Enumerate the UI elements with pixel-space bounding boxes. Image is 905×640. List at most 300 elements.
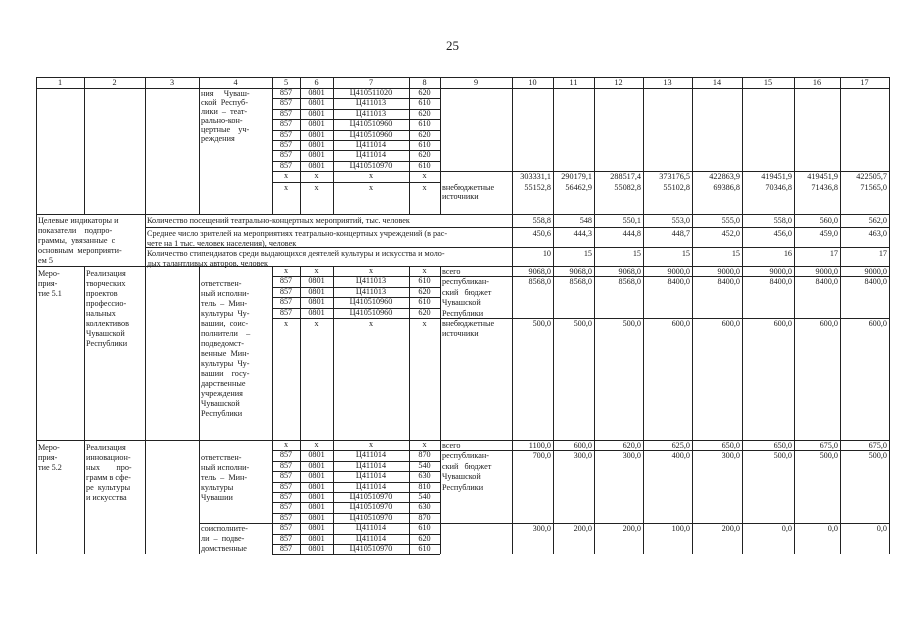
code-cell: 620 [418,88,431,97]
code-cell: x [314,440,319,449]
column-rule [440,266,441,554]
executor-text: культуры [201,483,234,492]
column-rule [512,77,513,554]
source-label: Чувашской [442,298,481,308]
column-rule [272,77,273,214]
value-cell: 71565,0 [860,182,887,192]
row-rule [440,523,889,524]
value-cell: 9068,0 [528,267,551,276]
code-cell: 857 [279,523,293,533]
value-cell: 288517,4 [610,172,641,182]
measure-title: грамм в сфе- [86,473,131,482]
executor-text: Чувашской [201,399,240,408]
indicator-value: 444,8 [622,229,641,238]
code-cell: 857 [279,533,293,543]
value-cell: 600,0 [868,319,887,328]
value-cell: 600,0 [721,319,740,328]
measure-title: Республики [86,339,128,348]
value-cell: 600,0 [819,319,838,328]
value-cell: 620,0 [622,441,641,450]
block-rule [36,214,889,215]
code-cell: Ц411013 [355,98,387,108]
indicator-value: 15 [632,249,641,258]
indicator-text: Количество посещений театрально-концертных мероприятий, тыс. человек [147,216,410,225]
code-cell: 857 [279,471,293,481]
code-cell: Ц411014 [355,460,387,470]
value-cell: 290179,1 [561,172,592,182]
code-cell: x [422,171,427,181]
column-number: 15 [763,78,773,87]
column-rule [333,266,334,554]
value-cell: 700,0 [532,451,551,461]
code-cell: 620 [418,108,431,118]
source-label: ский бюджет [442,287,492,297]
indicators-label: ем 5 [38,256,53,265]
code-cell: 857 [279,276,293,286]
code-cell: 0801 [308,98,325,108]
value-cell: 422863,9 [709,172,740,182]
code-cell: 857 [279,297,293,307]
code-cell: 610 [418,119,431,129]
indicator-value: 550,1 [622,216,641,225]
source-label: всего [442,267,461,276]
executor-text: вашии, соис- [201,319,249,328]
value-cell: 100,0 [671,524,690,534]
value-cell: 56462,9 [565,182,592,192]
code-cell: x [368,266,374,275]
source-label: Чувашской [442,472,481,482]
code-cell: 630 [418,471,431,481]
executor-text: подведомст- [201,339,244,348]
value-cell: 8400,0 [864,277,887,287]
executor-text: тель – Мин- [201,473,248,482]
indicator-text: Количество стипендиатов среди выдающихся деятелей культуры и искусства и моло- [147,249,445,258]
row-rule [199,523,272,524]
column-rule [440,77,441,214]
code-cell: Ц410511020 [349,88,393,97]
column-number: 12 [614,78,623,87]
value-cell: 300,0 [721,451,740,461]
value-cell: 200,0 [622,524,641,534]
executor-text: полнители – [201,329,251,338]
code-cell: 540 [418,492,431,501]
column-number: 5 [283,78,289,87]
code-cell: 0801 [308,481,325,491]
code-cell: 0801 [308,450,325,460]
value-cell: 55152,8 [524,182,551,192]
indicator-value: 450,6 [532,229,551,238]
column-number: 11 [569,78,578,87]
code-cell: 857 [279,88,293,97]
value-cell: 419451,9 [807,172,838,182]
executor-text: вашии госу- [201,369,250,378]
indicator-value: 456,0 [773,229,792,238]
indicator-text: чете на 1 тыс. человек населения), человек [147,239,297,248]
executor-text: учреждения [201,389,243,398]
code-cell: 0801 [308,523,325,533]
measure-label: Меро- [38,269,60,278]
code-cell: 620 [418,129,431,139]
value-cell: 9000,0 [815,267,838,276]
code-cell: 857 [279,512,293,522]
column-rule [594,77,595,554]
code-cell: 0801 [308,140,325,149]
code-cell: 857 [279,119,293,129]
measure-title: профессио- [86,299,127,308]
code-cell: 0801 [308,297,325,307]
value-cell: 500,0 [773,451,792,461]
column-rule [643,77,644,554]
code-cell: 610 [418,98,431,108]
code-cell: Ц410510960 [349,119,393,129]
code-cell: 857 [279,140,293,149]
code-cell: 610 [418,276,431,286]
indicators-label: основным мероприяти- [38,246,122,255]
code-cell: x [422,266,427,275]
column-rule [409,77,410,214]
code-cell: 0801 [308,512,325,522]
source-label: внебюджетные [442,182,495,192]
indicator-value: 562,0 [868,216,887,225]
code-cell: 0801 [308,544,325,553]
code-cell: Ц410510960 [349,297,393,307]
measure-title: инновацион- [86,453,131,462]
value-cell: 300,0 [573,451,592,461]
indicators-label: Целевые индикаторы и [38,216,119,225]
measure-title: и искусства [86,493,127,502]
value-cell: 400,0 [671,451,690,461]
measure-title: творческих [86,279,126,288]
code-cell: x [283,171,289,181]
code-cell: 810 [418,481,431,491]
code-cell: x [368,182,374,192]
code-cell: 857 [279,450,293,460]
value-cell: 8568,0 [618,277,641,287]
executor-text: ный исполни- [201,463,250,472]
column-number: 9 [473,78,479,87]
column-rule [199,77,200,214]
row-rule [440,171,889,172]
code-cell: Ц411014 [355,450,387,460]
value-cell: 71436,8 [811,182,838,192]
source-label: республикан- [442,277,489,287]
measure-title: ре культуры [86,483,131,492]
column-number: 1 [57,78,63,87]
executor-text: ния Чуваш- [201,89,250,98]
code-cell: x [422,182,427,192]
executor-text: тель – Мин- [201,299,248,308]
value-cell: 9000,0 [717,267,740,276]
code-cell: 0801 [308,88,325,97]
indicator-value: 15 [731,249,740,258]
code-cell: 620 [418,533,431,543]
source-label: ский бюджет [442,461,492,471]
code-cell: 620 [418,286,431,296]
code-cell: 610 [418,523,431,533]
code-cell: 610 [418,297,431,307]
column-rule [199,266,200,554]
value-cell: 675,0 [868,441,887,450]
column-rule [145,266,146,554]
source-label: внебюджетные [442,319,495,328]
executor-text: ответствен- [201,453,242,462]
measure-label: тие 5.2 [38,463,62,472]
code-cell: Ц411014 [355,140,387,149]
value-cell: 8400,0 [769,277,792,287]
column-rule [742,77,743,554]
code-cell: x [422,440,427,449]
row-rule [440,450,889,451]
value-cell: 422505,7 [856,172,887,182]
code-cell: 857 [279,160,293,170]
source-label: источники [442,329,479,339]
source-label: Республики [442,308,484,318]
executor-text: ответствен- [201,279,242,288]
code-cell: Ц410510970 [349,502,393,512]
value-cell: 8568,0 [569,277,592,287]
code-cell: Ц410510970 [349,160,393,170]
code-cell: x [368,440,374,449]
value-cell: 0,0 [781,524,792,534]
value-cell: 650,0 [721,441,740,450]
column-rule [889,77,890,554]
value-cell: 419451,9 [761,172,792,182]
code-cell: Ц410510960 [349,307,393,317]
executor-text: ный исполни- [201,289,250,298]
code-cell: 0801 [308,150,325,160]
column-number: 17 [860,78,869,87]
code-cell: 620 [418,150,431,160]
code-cell: Ц410510960 [349,129,393,139]
executor-text: Республики [201,409,243,418]
column-rule [272,266,273,554]
code-cell: x [368,171,374,181]
executor-text: ской Респуб- [201,98,248,107]
code-cell: Ц411014 [355,150,387,160]
value-cell: 0,0 [876,524,887,534]
code-cell: 0801 [308,129,325,139]
code-cell: 0801 [308,160,325,170]
indicator-value: 553,0 [671,216,690,225]
value-cell: 200,0 [573,524,592,534]
code-cell: x [283,440,289,449]
value-cell: 1100,0 [528,441,551,450]
code-cell: 0801 [308,307,325,317]
code-cell: 610 [418,140,431,149]
code-cell: 857 [279,129,293,139]
code-cell: 857 [279,502,293,512]
column-rule [300,77,301,214]
value-cell: 500,0 [819,451,838,461]
column-rule [840,77,841,554]
row-rule [145,227,889,228]
indicator-value: 555,0 [721,216,740,225]
measure-label: прия- [38,453,58,462]
value-cell: 9068,0 [618,267,641,276]
code-cell: 857 [279,492,293,501]
code-cell: Ц410510970 [349,544,393,553]
row-rule [145,247,889,248]
value-cell: 9000,0 [864,267,887,276]
indicator-value: 560,0 [819,216,838,225]
column-rule [692,77,693,554]
column-rule [145,77,146,214]
value-cell: 300,0 [532,524,551,534]
indicator-value: 444,3 [573,229,592,238]
code-cell: 0801 [308,471,325,481]
value-cell: 8400,0 [667,277,690,287]
column-rule [36,77,37,554]
code-cell: Ц410510970 [349,512,393,522]
value-cell: 70346,8 [765,182,792,192]
indicator-value: 452,0 [721,229,740,238]
code-cell: 857 [279,150,293,160]
column-number: 3 [169,78,175,87]
measure-title: Реализация [86,443,126,452]
code-cell: x [314,171,319,181]
code-cell: 857 [279,108,293,118]
column-rule [409,266,410,554]
indicator-value: 548 [579,216,592,225]
value-cell: 9000,0 [667,267,690,276]
code-cell: 0801 [308,276,325,286]
code-cell: 857 [279,307,293,317]
code-cell: 0801 [308,492,325,501]
code-cell: 620 [418,307,431,317]
code-cell: Ц411014 [355,523,387,533]
value-cell: 373176,5 [659,172,690,182]
indicator-value: 558,0 [773,216,792,225]
measure-title: коллективов [86,319,129,328]
executor-text: дарственные [201,379,246,388]
indicator-value: 17 [829,249,838,258]
executor-text: лики – теат- [201,107,248,116]
header-bottom-rule [36,88,889,89]
column-number: 16 [812,78,822,87]
value-cell: 625,0 [671,441,690,450]
code-cell: 857 [279,460,293,470]
column-rule [553,77,554,554]
value-cell: 675,0 [819,441,838,450]
value-cell: 500,0 [868,451,887,461]
executor-text: ли – подве- [201,534,245,544]
column-number: 8 [422,78,427,87]
code-cell: 857 [279,286,293,296]
value-cell: 650,0 [773,441,792,450]
code-cell: x [422,319,427,328]
value-cell: 8400,0 [717,277,740,287]
code-cell: 0801 [308,108,325,118]
executor-text: соисполните- [201,524,248,534]
column-rule [145,214,146,266]
code-cell: 870 [418,450,431,460]
value-cell: 500,0 [622,319,641,328]
value-cell: 300,0 [622,451,641,461]
value-cell: 500,0 [532,319,551,328]
column-number: 7 [368,78,374,87]
indicator-text: дых талантливых авторов, человек [147,259,269,268]
executor-text: домственные [201,544,247,554]
measure-label: прия- [38,279,58,288]
measure-label: Меро- [38,443,60,452]
code-cell: x [368,319,374,328]
column-number: 10 [528,78,537,87]
code-cell: 857 [279,544,293,553]
code-cell: 630 [418,502,431,512]
executor-text: культуры Чу- [201,309,250,318]
indicator-value: 15 [681,249,690,258]
code-cell: Ц411013 [355,286,387,296]
value-cell: 600,0 [773,319,792,328]
executor-text: венные Мин- [201,349,250,358]
column-rule [794,77,795,554]
code-cell: 0801 [308,533,325,543]
indicators-label: показатели подпро- [38,226,113,235]
value-cell: 303331,1 [520,172,551,182]
column-rule [333,77,334,214]
executor-text: культуры Чу- [201,359,250,368]
value-cell: 500,0 [573,319,592,328]
code-cell: x [314,266,319,275]
code-cell: Ц410510970 [349,492,393,501]
value-cell: 600,0 [671,319,690,328]
code-cell: 870 [418,512,431,522]
indicator-text: Среднее число зрителей на мероприятиях театрально-концертных учреждений (в рас- [147,229,448,238]
code-cell: x [314,319,319,328]
code-cell: 857 [279,98,293,108]
indicators-label: граммы, увязанные с [38,236,116,245]
row-rule [272,554,440,555]
code-cell: Ц411013 [355,276,387,286]
row-rule [440,318,889,319]
code-cell: 857 [279,481,293,491]
code-cell: x [314,182,319,192]
value-cell: 9068,0 [569,267,592,276]
indicator-value: 463,0 [868,229,887,238]
code-cell: Ц411014 [355,533,387,543]
code-cell: Ц411014 [355,471,387,481]
measure-title: Чувашской [86,329,125,338]
measure-title: ных про- [86,463,132,472]
value-cell: 8568,0 [528,277,551,287]
measure-title: Реализация [86,269,126,278]
source-label: источники [442,191,479,201]
code-cell: 0801 [308,119,325,129]
measure-title: нальных [86,309,116,318]
measure-label: тие 5.1 [38,289,62,298]
column-number: 6 [314,78,319,87]
value-cell: 600,0 [573,441,592,450]
measure-title: проектов [86,289,118,298]
code-cell: 0801 [308,460,325,470]
column-number: 4 [233,78,238,87]
indicator-value: 558,8 [532,216,551,225]
executor-text: реждения [201,134,235,143]
code-cell: 610 [418,544,431,553]
code-cell: Ц411014 [355,481,387,491]
code-cell: 0801 [308,286,325,296]
value-cell: 55082,8 [614,182,641,192]
source-label: республикан- [442,451,489,461]
value-cell: 69386,8 [713,182,740,192]
executor-text: Чувашии [201,493,233,502]
column-number: 14 [712,78,722,87]
code-cell: x [283,266,289,275]
indicator-value: 16 [783,249,792,258]
source-label: всего [442,441,461,450]
column-rule [300,266,301,554]
code-cell: x [283,182,289,192]
